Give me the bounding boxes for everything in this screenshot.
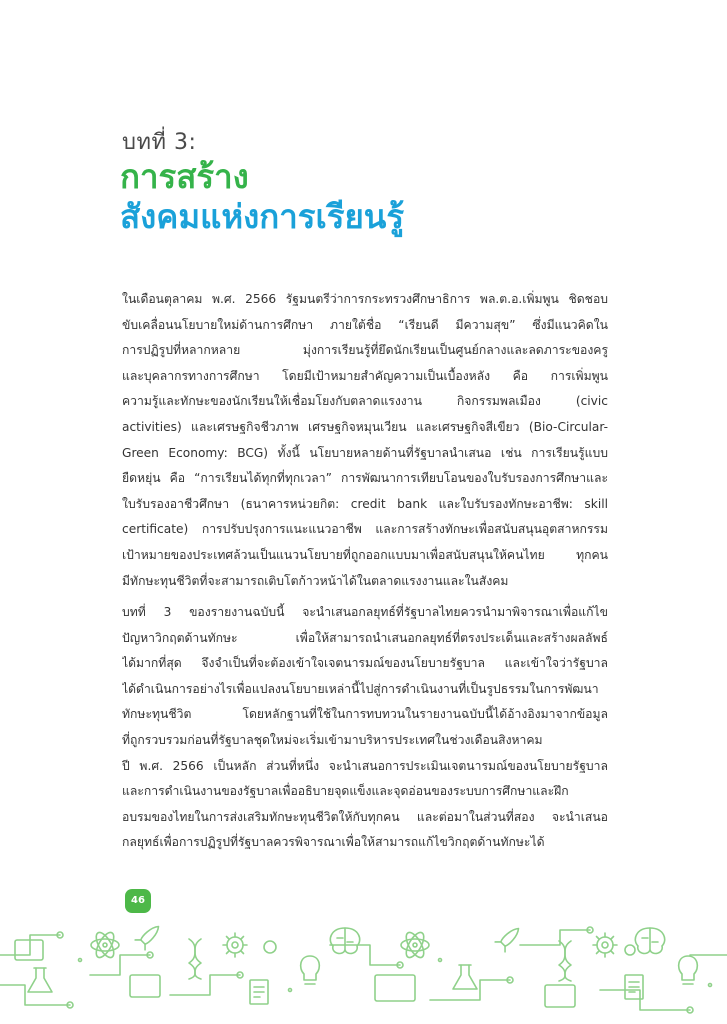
body-paragraph-1	[122, 287, 608, 594]
brain-icon	[635, 928, 664, 953]
beaker-icon	[453, 965, 477, 989]
chapter-title-line-1: การสร้าง	[120, 157, 249, 196]
paragraph-line: ปี พ.ศ. 2566 เป็นหลัก ส่วนที่หนึ่ง จะนำเสนอการประเมินเจตนารมณ์ของนโยบายรัฐบาล	[122, 758, 608, 773]
paragraph-line: กลยุทธ์เพื่อการปฏิรูปที่รัฐบาลควรพิจารณาเพื่อให้สามารถแก้ไขวิกฤตด้านทักษะได้	[122, 835, 545, 850]
atom-icon	[91, 930, 119, 960]
paragraph-line: ขับเคลื่อนนโยบายใหม่ด้านการศึกษา ภายใต้ชื่อ “เรียนดี มีความสุข” ซึ่งมีแนวคิดใน	[122, 317, 608, 332]
paragraph-line: Green Economy: BCG) ทั้งนี้ นโยบายหลายด้านที่รัฐบาลนำเสนอ เช่น การเรียนรู้แบบ	[122, 445, 608, 460]
paragraph-line: อบรมของไทยในการส่งเสริมทักษะทุนชีวิตให้กับทุกคน และต่อมาในส่วนที่สอง จะนำเสนอ	[122, 809, 608, 824]
gear-icon	[593, 933, 617, 957]
lightbulb-icon	[679, 956, 698, 984]
brain-icon	[330, 928, 359, 953]
paragraph-line: ยืดหยุ่น คือ “การเรียนได้ทุกที่ทุกเวลา” การพัฒนาการเทียบโอนของใบรับรองการศึกษาและ	[122, 471, 608, 486]
paragraph-line: และการดำเนินงานของรัฐบาลเพื่ออธิบายจุดแข็งและจุดอ่อนของระบบการศึกษาและฝึก	[122, 784, 569, 799]
footer-decoration	[0, 915, 727, 1024]
paragraph-line: มีทักษะทุนชีวิตที่จะสามารถเติบโตก้าวหน้าได้ในตลาดแรงงานและในสังคม	[122, 573, 509, 588]
paragraph-line: ความรู้และทักษะของนักเรียนให้เชื่อมโยงกับตลาดแรงงาน กิจกรรมพลเมือง (civic	[122, 394, 608, 409]
paragraph-line: ในเดือนตุลาคม พ.ศ. 2566 รัฐมนตรีว่าการกระทรวงศึกษาธิการ พล.ต.อ.เพิ่มพูน ชิดชอบ	[122, 292, 608, 306]
paragraph-line: ได้ดำเนินการอย่างไรเพื่อแปลงนโยบายเหล่านี้ไปสู่การดำเนินงานที่เป็นรูปธรรมในการพัฒนา	[122, 681, 599, 696]
rocket-icon	[135, 922, 163, 950]
gear-icon	[223, 933, 247, 957]
paragraph-line: และบุคลากรทางการศึกษา โดยมีเป้าหมายสำคัญความเป็นเบื้องหลัง คือ การเพิ่มพูน	[122, 368, 608, 383]
rocket-icon	[495, 924, 523, 952]
dna-icon	[559, 941, 571, 981]
body-paragraph-2	[122, 600, 608, 856]
paragraph-line: เป้าหมายของประเทศล้วนเป็นแนวนโยบายที่ถูกออกแบบมาเพื่อสนับสนุนให้คนไทย ทุกคน	[122, 547, 608, 562]
paragraph-line: certificate) การปรับปรุงการแนะแนวอาชีพ และการสร้างทักษะเพื่อสนับสนุนอุตสาหกรรม	[122, 522, 608, 537]
paragraph-line: ที่ถูกรวบรวมก่อนที่รัฐบาลชุดใหม่จะเริ่มเข้ามาบริหารประเทศในช่วงเดือนสิงหาคม	[122, 732, 543, 747]
beaker-icon	[28, 968, 52, 992]
page-number-badge: 46	[125, 889, 151, 913]
paragraph-line: ได้มากที่สุด จึงจำเป็นที่จะต้องเข้าใจเจตนารมณ์ของนโยบายรัฐบาล และเข้าใจว่ารัฐบาล	[122, 656, 608, 671]
paragraph-line: activities) และเศรษฐกิจชีวภาพ เศรษฐกิจหมุนเวียน และเศรษฐกิจสีเขียว (Bio-Circular-	[122, 419, 608, 434]
dna-icon	[189, 939, 201, 979]
paragraph-line: ปัญหาวิกฤตด้านทักษะ เพื่อให้สามารถนำเสนอกลยุทธ์ที่ตรงประเด็นและสร้างผลลัพธ์	[122, 630, 608, 645]
chapter-title-line-2: สังคมแห่งการเรียนรู้	[120, 197, 405, 236]
paragraph-line: ทักษะทุนชีวิต โดยหลักฐานที่ใช้ในการทบทวนในรายงานฉบับนี้ได้อ้างอิงมาจากข้อมูล	[122, 707, 608, 722]
chapter-label: บทที่ 3:	[122, 130, 197, 155]
paragraph-line: ใบรับรองอาชีวศึกษา (ธนาคารหน่วยกิต: credit bank และใบรับรองทักษะอาชีพ: skill	[122, 496, 608, 511]
atom-icon	[401, 930, 429, 960]
paragraph-line: บทที่ 3 ของรายงานฉบับนี้ จะนำเสนอกลยุทธ์ที่รัฐบาลไทยควรนำมาพิจารณาเพื่อแก้ไข	[122, 605, 608, 619]
paragraph-line: การปฏิรูปที่หลากหลาย มุ่งการเรียนรู้ที่ยึดนักเรียนเป็นศูนย์กลางและลดภาระของครู	[122, 343, 608, 358]
lightbulb-icon	[301, 956, 320, 984]
